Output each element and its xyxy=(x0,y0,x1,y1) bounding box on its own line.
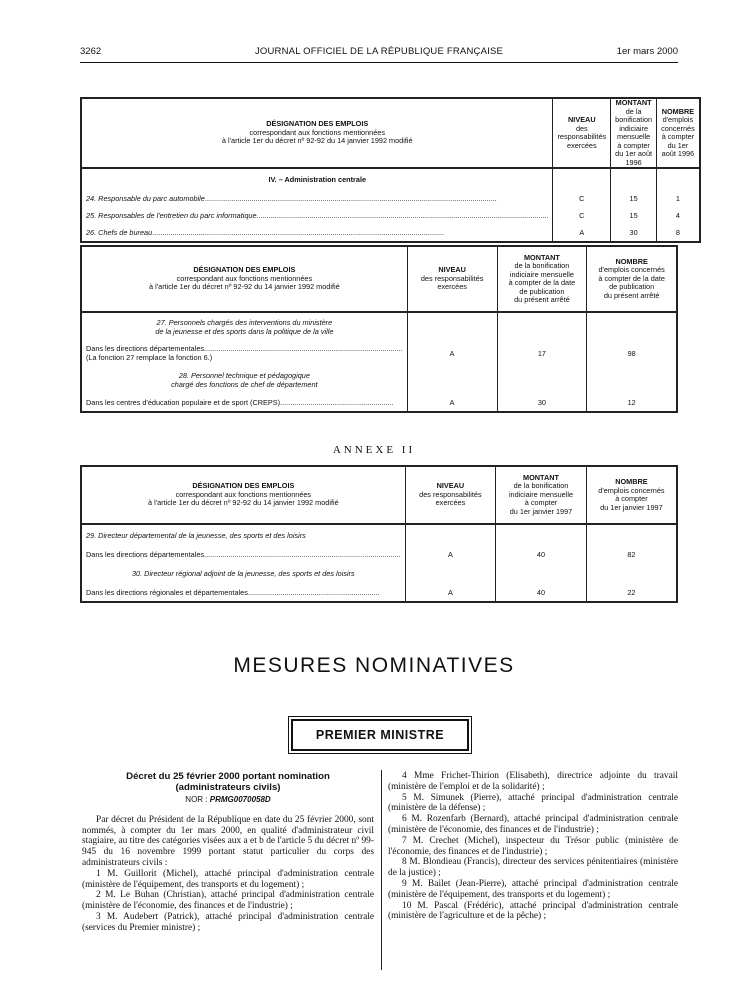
header-text: à l'article 1er du décret nº 92-92 du 14 janvier 1992 modifié xyxy=(221,136,413,146)
header-text: correspondant aux fonctions mentionnées xyxy=(176,273,313,283)
nombre-cell: 8 xyxy=(657,224,700,242)
table-ville-creps xyxy=(80,245,678,413)
nor-label: NOR : xyxy=(185,795,208,804)
nomination-item: 6 M. Rozenfarb (Bernard), attaché principal d'administration centrale (ministère de l'économie, des finances et de l'industrie) ; xyxy=(388,814,678,835)
header-text: d'emplois concernés xyxy=(661,115,695,133)
function-heading xyxy=(81,366,407,394)
header-text: indiciaire mensuelle xyxy=(509,269,574,279)
montant-cell: 30 xyxy=(497,394,587,412)
table-row xyxy=(81,224,700,242)
header-text: DÉSIGNATION DES EMPLOIS xyxy=(192,481,295,491)
header-text: MONTANT xyxy=(523,472,559,482)
empty-cell xyxy=(587,312,677,340)
table-header-row xyxy=(81,466,677,524)
niveau-header xyxy=(407,246,497,312)
montant-header xyxy=(497,246,587,312)
niveau-cell: C xyxy=(553,190,611,207)
niveau-cell: A xyxy=(553,224,611,242)
label-text: Dans les directions départementales xyxy=(86,344,205,353)
header-text: exercées xyxy=(567,140,597,150)
table-row xyxy=(81,584,677,602)
nombre-header xyxy=(586,466,677,524)
header-text: des responsabilités xyxy=(557,123,607,141)
empty-cell xyxy=(586,562,677,584)
row-label xyxy=(81,190,553,207)
header-text: exercées xyxy=(437,282,467,292)
empty-cell xyxy=(611,168,657,190)
designation-header xyxy=(81,466,405,524)
right-column xyxy=(388,771,678,922)
empty-cell xyxy=(496,562,587,584)
row-label: Dans les directions régionales et départementales................................................................. xyxy=(81,584,405,602)
label-text: 24. Responsable du parc automobile xyxy=(86,194,205,203)
niveau-header xyxy=(553,98,611,168)
heading-line: chargé des fonctions de chef de département xyxy=(171,380,318,389)
montant-cell: 40 xyxy=(496,584,587,602)
header-text: correspondant aux fonctions mentionnées xyxy=(249,127,385,137)
section-heading: IV. – Administration centrale xyxy=(81,168,553,190)
header-text: de la bonification xyxy=(615,106,653,124)
nombre-cell: 1 xyxy=(657,190,700,207)
niveau-cell: A xyxy=(405,584,495,602)
issue-date: 1er mars 2000 xyxy=(616,46,678,57)
function-heading xyxy=(81,312,407,340)
header-text: à compter xyxy=(524,498,558,508)
header-text: MONTANT xyxy=(615,98,652,107)
decree-title xyxy=(82,771,374,793)
ministry-box: PREMIER MINISTRE xyxy=(291,719,469,751)
heading-line: 28. Personnel technique et pédagogique xyxy=(178,371,310,380)
empty-cell xyxy=(587,366,677,394)
function-heading: 29. Directeur départemental de la jeunesse, des sports et des loisirs xyxy=(81,524,405,546)
decree-title-line: Décret du 25 février 2000 portant nomination xyxy=(126,771,330,782)
header-text: à l'article 1er du décret nº 92-92 du 14 janvier 1992 modifié xyxy=(148,498,339,508)
header-text: de la bonification xyxy=(514,261,570,270)
table-row xyxy=(81,366,677,394)
header-text: NOMBRE xyxy=(615,256,648,266)
empty-cell xyxy=(657,168,700,190)
running-header xyxy=(80,46,678,60)
row-label xyxy=(81,340,407,366)
table-row xyxy=(81,394,677,412)
label-text: Dans les directions régionales et départementales xyxy=(86,588,248,597)
montant-header xyxy=(496,466,587,524)
row-label xyxy=(81,224,553,242)
heading-line: 27. Personnels chargés des interventions du ministère xyxy=(156,317,333,327)
table-header-row xyxy=(81,246,677,312)
nomination-item: 9 M. Bailet (Jean-Pierre), attaché principal d'administration centrale (ministère de l'équipement, des transports et du logement) ; xyxy=(388,878,678,900)
niveau-cell: A xyxy=(407,340,497,366)
row-note: (La fonction 27 remplace la fonction 6.) xyxy=(86,353,213,362)
header-text: du 1er janvier 1997 xyxy=(600,502,663,512)
montant-header xyxy=(611,98,657,168)
table-header-row xyxy=(81,98,700,168)
nor-reference xyxy=(82,795,374,806)
table-directeurs xyxy=(80,465,678,603)
table-row xyxy=(81,546,677,562)
header-text: de publication xyxy=(609,282,655,292)
function-heading: 30. Directeur régional adjoint de la jeunesse, des sports et des loisirs xyxy=(81,562,405,584)
row-label: Dans les centres d'éducation populaire et de sport (CREPS)........................................................ xyxy=(81,394,407,412)
nomination-item: 2 M. Le Buhan (Christian), attaché principal d'administration centrale (ministère de l'économie, des finances et de l'industrie) ; xyxy=(82,890,374,912)
montant-cell: 30 xyxy=(611,224,657,242)
header-text: NOMBRE xyxy=(615,477,648,486)
page-number: 3262 xyxy=(80,46,102,57)
header-text: à compter xyxy=(661,132,695,141)
table-row xyxy=(81,312,677,340)
designation-header xyxy=(81,246,407,312)
table-row xyxy=(81,190,700,207)
nomination-item: 8 M. Blondieau (Francis), directeur des services pénitentiaires (ministère de la justice) ; xyxy=(388,857,678,879)
empty-cell xyxy=(407,366,497,394)
header-text: NIVEAU xyxy=(436,481,465,491)
empty-cell xyxy=(497,366,587,394)
row-label: Dans les directions départementales................................................................................................. xyxy=(81,546,405,562)
column-rule xyxy=(381,770,382,970)
empty-cell xyxy=(405,524,495,546)
header-text: à compter xyxy=(615,494,648,503)
nombre-cell: 22 xyxy=(586,584,677,602)
montant-cell: 40 xyxy=(496,546,587,562)
empty-cell xyxy=(553,168,611,190)
nor-code: PRMG0070058D xyxy=(209,795,271,804)
nombre-cell: 12 xyxy=(587,394,677,412)
nombre-cell: 82 xyxy=(586,546,677,562)
nomination-item: 3 M. Audebert (Patrick), attaché principal d'administration centrale (services du Premier ministre) ; xyxy=(82,911,374,933)
row-label xyxy=(81,207,553,224)
header-text: indiciaire mensuelle xyxy=(508,489,574,499)
nomination-item: 5 M. Simunek (Pierre), attaché principal d'administration centrale (ministère de la défense) ; xyxy=(388,792,678,814)
table-row xyxy=(81,207,700,224)
label-text: 25. Responsables de l'entretien du parc informatique xyxy=(86,211,257,220)
journal-title: JOURNAL OFFICIEL DE LA RÉPUBLIQUE FRANÇAISE xyxy=(254,46,504,57)
nombre-header xyxy=(587,246,677,312)
empty-cell xyxy=(586,524,677,546)
niveau-cell: A xyxy=(405,546,495,562)
label-text: Dans les directions départementales xyxy=(86,549,205,559)
table-admin-centrale xyxy=(80,97,701,243)
decree-intro: Par décret du Président de la République en date du 25 février 2000, sont nommés, à compter du 1er mars 2000, en qualité d'administrateur civil stagiaire, au titre des catégories visées aux a et b de l'article 5 du décret nº 99-945 du 16 novembre 1999 portant statut particulier du corps des administrateurs civils : xyxy=(82,814,374,868)
empty-cell xyxy=(405,562,495,584)
label-text: 26. Chefs de bureau xyxy=(86,228,153,237)
header-text: NIVEAU xyxy=(568,115,596,124)
empty-cell xyxy=(497,312,587,340)
heading-line: de la jeunesse et des sports dans la politique de la ville xyxy=(155,326,334,336)
table-row xyxy=(81,562,677,584)
header-text: à l'article 1er du décret nº 92-92 du 14 janvier 1992 modifié xyxy=(149,282,340,292)
annexe-title: ANNEXE II xyxy=(332,444,416,456)
header-text: NOMBRE xyxy=(661,106,695,116)
designation-header xyxy=(81,98,553,168)
header-text: DÉSIGNATION DES EMPLOIS xyxy=(266,119,369,129)
nombre-cell: 98 xyxy=(587,340,677,366)
empty-cell xyxy=(407,312,497,340)
header-text: à compter de la date xyxy=(598,273,665,283)
label-text: Dans les centres d'éducation populaire et de sport (CREPS) xyxy=(86,398,281,407)
table-row xyxy=(81,340,677,366)
header-text: correspondant aux fonctions mentionnées xyxy=(175,489,312,499)
table-row xyxy=(81,168,700,190)
header-text: à compter xyxy=(617,140,650,150)
label-line: Dans les directions départementales.................................................................................................. xyxy=(86,344,403,353)
header-text: de la bonification xyxy=(513,481,569,491)
niveau-cell: C xyxy=(553,207,611,224)
header-text: du 1er août 1996 xyxy=(661,140,695,158)
niveau-cell: A xyxy=(407,394,497,412)
header-text: du présent arrêté xyxy=(514,295,570,304)
montant-cell: 15 xyxy=(611,190,657,207)
header-rule xyxy=(80,62,678,63)
header-text: des responsabilités xyxy=(420,273,484,283)
header-text: MONTANT xyxy=(523,252,560,262)
montant-cell: 17 xyxy=(497,340,587,366)
header-text: DÉSIGNATION DES EMPLOIS xyxy=(193,265,296,275)
header-text: des responsabilités xyxy=(419,489,482,499)
header-text: NIVEAU xyxy=(438,265,466,275)
header-text: à compter de la date xyxy=(508,278,576,287)
niveau-header xyxy=(405,466,495,524)
mesures-nominatives-title: MESURES NOMINATIVES xyxy=(233,654,515,677)
nomination-item: 4 Mme Frichet-Thirion (Elisabeth), directrice adjointe du travail (ministère de l'emploi et de la solidarité) ; xyxy=(388,771,678,792)
header-text: du 1er août 1996 xyxy=(615,149,653,167)
decree-title-line: (administrateurs civils) xyxy=(175,782,281,793)
header-text: du présent arrêté xyxy=(603,290,660,300)
nomination-item: 10 M. Pascal (Frédéric), attaché principal d'administration centrale (ministère de l'agriculture et de la pêche) ; xyxy=(388,900,678,922)
header-text: d'emplois concernés xyxy=(598,265,665,275)
header-text: exercées xyxy=(435,498,466,508)
montant-cell: 15 xyxy=(611,207,657,224)
header-text: du 1er janvier 1997 xyxy=(509,506,573,516)
table-row xyxy=(81,524,677,546)
nombre-cell: 4 xyxy=(657,207,700,224)
nomination-item: 7 M. Crechet (Michel), inspecteur du Trésor public (ministère de l'économie, des finances et de l'industrie) ; xyxy=(388,835,678,857)
left-column xyxy=(82,771,374,934)
header-text: de publication xyxy=(519,286,565,296)
empty-cell xyxy=(496,524,587,546)
nombre-header xyxy=(657,98,700,168)
header-text: d'emplois concernés xyxy=(598,485,665,495)
header-text: indiciaire mensuelle xyxy=(616,123,651,141)
nomination-item: 1 M. Guillorit (Michel), attaché principal d'administration centrale (ministère de l'équipement, des transports et du logement) ; xyxy=(82,868,374,890)
